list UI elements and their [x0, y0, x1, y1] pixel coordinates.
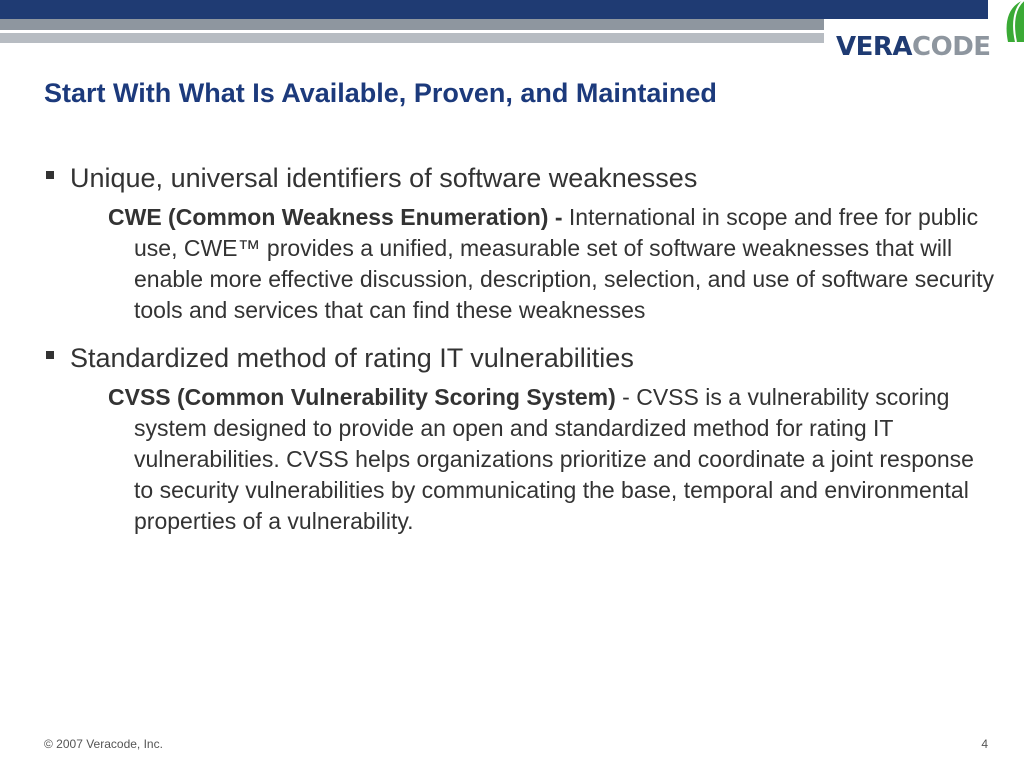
- page-number: 4: [981, 737, 988, 751]
- bullet-detail: [108, 382, 994, 537]
- slide-content: [44, 160, 994, 537]
- bullet-detail: [108, 202, 994, 326]
- leaf-icon: [994, 0, 1024, 42]
- detail-term: CVSS (Common Vulnerability Scoring System): [108, 384, 616, 410]
- bullet-item: [44, 340, 994, 376]
- detail-text: International in scope and free for public use, CWE™ provides a unified, measurable set of software weaknesses that will enable more effective discussion, description, selection, and use of software security tools and services that can find these weaknesses: [134, 204, 994, 323]
- bullet-item: [44, 160, 994, 196]
- header-band-gray: [0, 19, 824, 30]
- header-band-navy: [0, 0, 988, 19]
- detail-term: CWE (Common Weakness Enumeration) -: [108, 204, 569, 230]
- bullet-text: Unique, universal identifiers of software weaknesses: [70, 163, 698, 193]
- veracode-logo: [836, 30, 991, 64]
- bullet-square-icon: [46, 171, 54, 179]
- bullet-square-icon: [46, 351, 54, 359]
- logo-part-1: VERA: [836, 32, 913, 62]
- detail-text: - CVSS is a vulnerability scoring system designed to provide an open and standardized method for rating IT vulnerabilities. CVSS helps organizations prioritize and coordinate a joint response to security vulnerabilities by communicating the base, temporal and environmental properties of a vulnerability.: [134, 384, 974, 534]
- slide-title: Start With What Is Available, Proven, and Maintained: [44, 78, 717, 108]
- bullet-text: Standardized method of rating IT vulnerabilities: [70, 343, 634, 373]
- footer-copyright: © 2007 Veracode, Inc.: [44, 737, 163, 751]
- header-band-light-gray: [0, 33, 824, 43]
- logo-part-2: CODE: [912, 32, 991, 62]
